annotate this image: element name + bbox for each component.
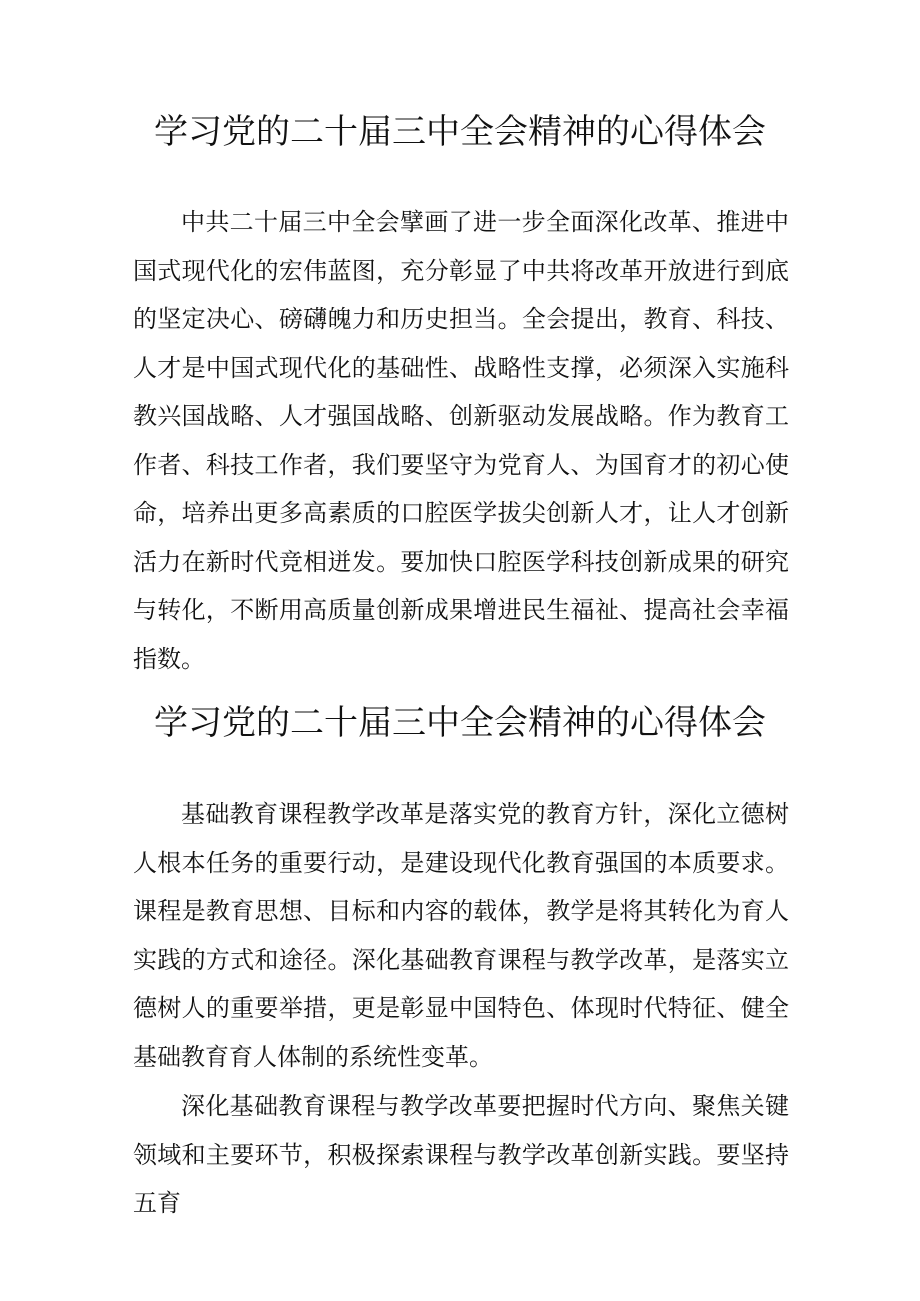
section-2-paragraph-1: 基础教育课程教学改革是落实党的教育方针，深化立德树人根本任务的重要行动，是建设现代化教育强国的本质要求。课程是教育思想、目标和内容的载体，教学是将其转化为育人实践的方式和途径。深化基础教育课程与教学改革，是落实立德树人的重要举措，更是彰显中国特色、体现时代特征、健全基础教育育人体制的系统性变革。 xyxy=(133,800,789,1071)
section-2-title: 学习党的二十届三中全会精神的心得体会 xyxy=(154,703,766,743)
section-1-title: 学习党的二十届三中全会精神的心得体会 xyxy=(154,112,766,152)
section-2-paragraph-2: 深化基础教育课程与教学改革要把握时代方向、聚焦关键领域和主要环节，积极探索课程与教学改革创新实践。要坚持五育 xyxy=(133,1092,789,1217)
section-1-paragraph: 中共二十届三中全会擘画了进一步全面深化改革、推进中国式现代化的宏伟蓝图，充分彰显了中共将改革开放进行到底的坚定决心、磅礴魄力和历史担当。全会提出，教育、科技、人才是中国式现代化的基础性、战略性支撑，必须深入实施科教兴国战略、人才强国战略、创新驱动发展战略。作为教育工作者、科技工作者，我们要坚守为党育人、为国育才的初心使命，培养出更多高素质的口腔医学拔尖创新人才，让人才创新活力在新时代竞相迸发。要加快口腔医学科技创新成果的研究与转化，不断用高质量创新成果增进民生福祉、提高社会幸福指数。 xyxy=(133,208,789,673)
